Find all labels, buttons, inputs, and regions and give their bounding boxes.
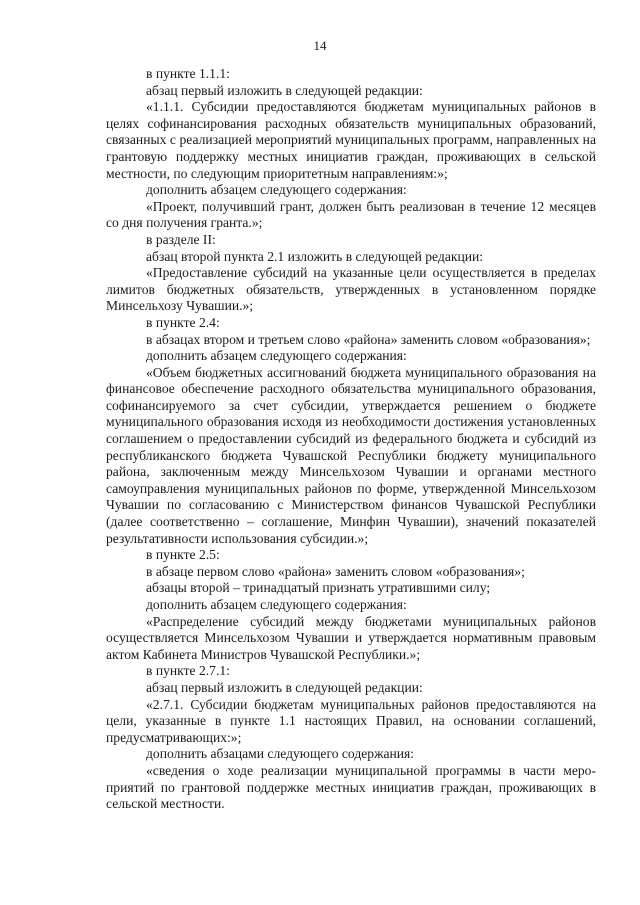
paragraph: «2.7.1. Субсидии бюджетам муниципальных районов предоставляются на цели, указанные в пункте 1.1 настоящих Правил, на основании соглашений, предусматривающих:»; [106,696,596,745]
paragraph: «сведения о ходе реализации муниципальной программы в части мероприятий по грантовой поддержке местных инициатив граждан, проживающих в сельской местности. [106,762,596,812]
paragraph: в пункте 2.5: [146,547,220,563]
page-number: 14 [313,38,327,53]
paragraph: дополнить абзацами следующего содержания: [146,746,415,762]
paragraph: дополнить абзацем следующего содержания: [146,348,407,364]
paragraph: в разделе II: [146,231,216,247]
document-body [106,66,596,813]
paragraph: «Проект, получивший грант, должен быть реализован в течение 12 месяцев со дня получения гранта.»; [106,198,596,231]
paragraph: абзацы второй – тринадцатый признать утратившими силу; [146,580,491,596]
paragraph: абзац второй пункта 2.1 изложить в следующей редакции: [146,248,484,264]
paragraph: в пункте 2.7.1: [146,663,230,679]
paragraph: в пункте 2.4: [146,314,220,330]
paragraph: в абзацах втором и третьем слово «района» заменить словом «образования»; [146,331,591,347]
paragraph: в абзаце первом слово «района» заменить словом «образования»; [146,563,525,579]
paragraph: «Распределение субсидий между бюджетами муниципальных районов осуществляется Минсельхозом Чувашии и утверждается нормативным правовым актом Кабинета Министров Чувашской Республики.»; [106,613,596,662]
paragraph: дополнить абзацем следующего содержания: [146,597,407,612]
paragraph: «1.1.1. Субсидии предоставляются бюджетам муниципальных районов в целях софинансирования расходных обязательств муниципальных образований, связанных с реализацией мероприятий муниципальных программ, направленных на грантовую поддержку местных инициатив граждан, проживающих в сельской местности, по следующим приоритетным направлениям:»; [106,99,596,181]
paragraph: дополнить абзацем следующего содержания: [146,182,407,198]
paragraph: в пункте 1.1.1: [146,66,230,81]
paragraph: «Предоставление субсидий на указанные цели осуществляется в пределах лимитов бюджетных обязательств, утвержденных в установленном порядке Минсельхозу Чувашии.»; [106,265,596,314]
paragraph: «Объем бюджетных ассигнований бюджета муниципального образования на финансовое обеспечение расходного обязательства муниципального образования, софинансируемого за счет субсидии, утверждается решением о бюджете муниципального образования исходя из необходимости достижения установленных соглашением о предоставлении субсидий из федерального бюджета и субсидий из республиканского бюджета Чувашской Республики бюджету муниципального района, заключенным между Минсельхозом Чувашии и органами местного самоуправления муниципальных районов по форме, утвержденной Минсельхозом Чувашии по согласованию с Министерством финансов Чувашской Республики (далее соответственно – соглашение, Минфин Чувашии), значений показателей результативности использования субсидии.»; [106,364,596,546]
paragraph: абзац первый изложить в следующей редакции: [146,82,423,98]
paragraph: абзац первый изложить в следующей редакции: [146,679,423,695]
